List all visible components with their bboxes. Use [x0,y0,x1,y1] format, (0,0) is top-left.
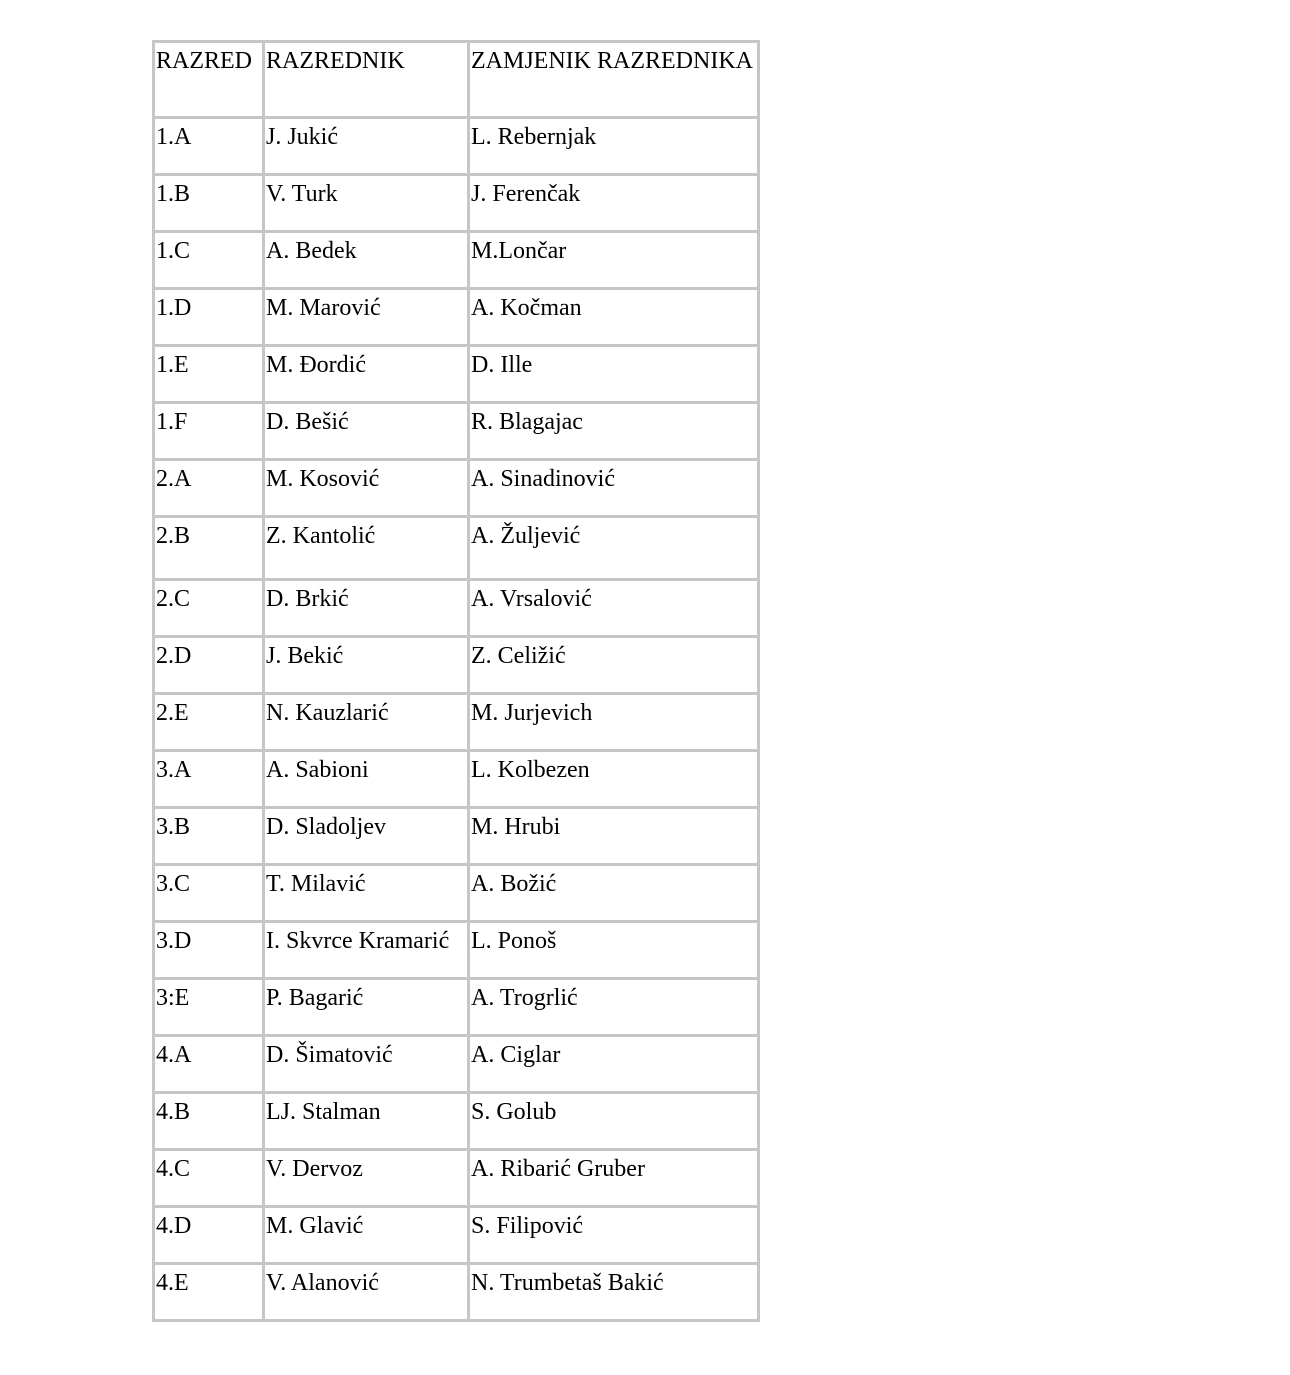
deputy-cell: L. Ponoš [469,922,759,979]
deputy-cell: N. Trumbetaš Bakić [469,1264,759,1321]
class-cell: 4.C [154,1150,264,1207]
teacher-cell: Z. Kantolić [264,517,469,580]
table-row [154,460,759,517]
table-row [154,751,759,808]
teacher-cell: D. Brkić [264,580,469,637]
deputy-cell: J. Ferenčak [469,175,759,232]
deputy-cell: D. Ille [469,346,759,403]
deputy-cell: L. Rebernjak [469,118,759,175]
table-row [154,922,759,979]
teacher-cell: D. Šimatović [264,1036,469,1093]
teacher-cell: P. Bagarić [264,979,469,1036]
table-row [154,694,759,751]
deputy-cell: R. Blagajac [469,403,759,460]
deputy-cell: A. Kočman [469,289,759,346]
teacher-cell: M. Glavić [264,1207,469,1264]
class-cell: 1.A [154,118,264,175]
class-cell: 1.B [154,175,264,232]
deputy-cell: A. Božić [469,865,759,922]
class-cell: 2.C [154,580,264,637]
class-cell: 3.B [154,808,264,865]
class-cell: 1.D [154,289,264,346]
table-row [154,1093,759,1150]
table-header-row [154,42,759,118]
class-cell: 1.F [154,403,264,460]
teacher-cell: N. Kauzlarić [264,694,469,751]
teacher-cell: I. Skvrce Kramarić [264,922,469,979]
deputy-cell: M. Hrubi [469,808,759,865]
table-row [154,118,759,175]
table-row [154,1150,759,1207]
teacher-cell: V. Turk [264,175,469,232]
class-cell: 1.C [154,232,264,289]
table-row [154,580,759,637]
table-row [154,232,759,289]
class-cell: 4.E [154,1264,264,1321]
deputy-cell: A. Žuljević [469,517,759,580]
teacher-cell: A. Sabioni [264,751,469,808]
teacher-cell: LJ. Stalman [264,1093,469,1150]
deputy-cell: A. Sinadinović [469,460,759,517]
header-cell-razred: RAZRED [154,42,264,118]
deputy-cell: Z. Celižić [469,637,759,694]
teacher-cell: V. Alanović [264,1264,469,1321]
class-cell: 3:E [154,979,264,1036]
deputy-cell: M. Jurjevich [469,694,759,751]
class-cell: 3.A [154,751,264,808]
teacher-cell: J. Jukić [264,118,469,175]
class-cell: 4.A [154,1036,264,1093]
teacher-cell: M. Đordić [264,346,469,403]
class-cell: 2.E [154,694,264,751]
deputy-cell: A. Ribarić Gruber [469,1150,759,1207]
table-row [154,865,759,922]
class-cell: 3.C [154,865,264,922]
table-row [154,1264,759,1321]
class-cell: 1.E [154,346,264,403]
teacher-cell: A. Bedek [264,232,469,289]
header-cell-razrednik: RAZREDNIK [264,42,469,118]
class-teachers-table [152,40,760,1322]
deputy-cell: A. Trogrlić [469,979,759,1036]
class-cell: 3.D [154,922,264,979]
class-cell: 2.D [154,637,264,694]
deputy-cell: M.Lončar [469,232,759,289]
class-cell: 2.A [154,460,264,517]
teacher-cell: D. Bešić [264,403,469,460]
teacher-cell: D. Sladoljev [264,808,469,865]
header-cell-zamjenik: ZAMJENIK RAZREDNIKA [469,42,759,118]
class-cell: 2.B [154,517,264,580]
deputy-cell: S. Filipović [469,1207,759,1264]
deputy-cell: A. Vrsalović [469,580,759,637]
deputy-cell: S. Golub [469,1093,759,1150]
teacher-cell: M. Kosović [264,460,469,517]
table-row [154,289,759,346]
class-cell: 4.B [154,1093,264,1150]
teacher-cell: V. Dervoz [264,1150,469,1207]
table-row [154,346,759,403]
table-row [154,175,759,232]
table-row [154,979,759,1036]
teacher-cell: M. Marović [264,289,469,346]
table-row [154,1207,759,1264]
deputy-cell: L. Kolbezen [469,751,759,808]
table-row [154,1036,759,1093]
teacher-cell: T. Milavić [264,865,469,922]
table-row [154,808,759,865]
teacher-cell: J. Bekić [264,637,469,694]
class-cell: 4.D [154,1207,264,1264]
table-row [154,637,759,694]
table-row [154,517,759,580]
table-row [154,403,759,460]
deputy-cell: A. Ciglar [469,1036,759,1093]
